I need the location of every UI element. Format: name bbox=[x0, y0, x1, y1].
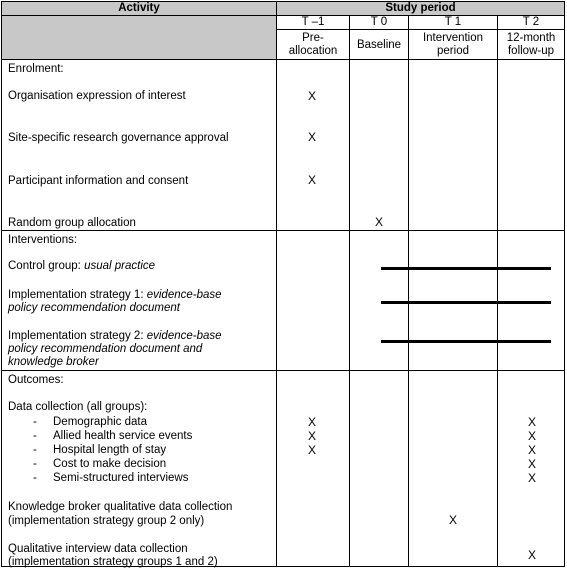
intervention-control-prefix: Control group: bbox=[8, 260, 85, 272]
outcome-item-bullet: - bbox=[33, 416, 37, 428]
enrolment-mark: X bbox=[374, 215, 383, 229]
qi-collection-line1: Qualitative interview data collection bbox=[8, 543, 188, 555]
outcome-item-bullet: - bbox=[33, 444, 37, 456]
header-activity: Activity bbox=[118, 2, 160, 14]
outcome-item-mark-t-minus1: X bbox=[307, 415, 316, 429]
rule-below-interventions bbox=[2, 370, 564, 371]
intervention-control-italic: usual practice bbox=[84, 260, 156, 272]
qi-collection-line2: (implementation strategy groups 1 and 2) bbox=[8, 556, 218, 568]
intervention-strategy2-line2: policy recommendation document and bbox=[8, 343, 203, 355]
period-label-baseline: Baseline bbox=[356, 39, 402, 51]
section-title-interventions: Interventions: bbox=[8, 234, 78, 246]
outcome-item-label: Cost to make decision bbox=[53, 458, 167, 470]
header-shading-row2-activity bbox=[2, 15, 276, 59]
intervention-strategy1-italic1: evidence-base bbox=[146, 289, 222, 301]
outcome-item-mark-t2: X bbox=[527, 429, 536, 443]
kb-collection-mark: X bbox=[448, 513, 457, 527]
enrolment-row-label: Organisation expression of interest bbox=[8, 90, 186, 102]
enrolment-row-label: Random group allocation bbox=[8, 217, 136, 229]
rule-col-activity bbox=[276, 2, 277, 566]
intervention-strategy1-line2: policy recommendation document bbox=[8, 302, 180, 314]
outcome-item-mark-t2: X bbox=[527, 471, 536, 485]
rule-below-enrolment bbox=[2, 230, 564, 231]
period-code-t0: T 0 bbox=[370, 16, 388, 28]
header-study-period: Study period bbox=[385, 2, 456, 14]
period-code-t2: T 2 bbox=[522, 16, 540, 28]
enrolment-mark: X bbox=[307, 173, 316, 187]
outcome-item-mark-t2: X bbox=[527, 457, 536, 471]
intervention-strategy2-line1 bbox=[8, 330, 222, 343]
kb-collection-line2: (implementation strategy group 2 only) bbox=[8, 515, 205, 527]
period-label-follow-up: follow-up bbox=[507, 45, 555, 57]
section-title-enrolment: Enrolment: bbox=[8, 63, 64, 75]
period-label-pre: Pre- bbox=[302, 32, 324, 44]
outcome-item-label: Semi-structured interviews bbox=[53, 472, 189, 484]
period-label-period: period bbox=[437, 45, 469, 57]
timeline-bar-control bbox=[381, 267, 551, 270]
rule-below-codes bbox=[276, 29, 564, 30]
intervention-strategy1-line1 bbox=[8, 289, 222, 302]
kb-collection-line1: Knowledge broker qualitative data collection bbox=[8, 501, 233, 513]
rule-col-t0 bbox=[349, 15, 350, 566]
intervention-strategy2-line3: knowledge broker bbox=[8, 356, 99, 368]
period-label-12-month: 12-month bbox=[506, 32, 556, 44]
period-code-t-minus1: T –1 bbox=[301, 16, 325, 28]
enrolment-row-label: Participant information and consent bbox=[8, 175, 189, 187]
timeline-bar-strategy2 bbox=[381, 340, 551, 343]
outcome-item-bullet: - bbox=[33, 430, 37, 442]
period-code-t1: T 1 bbox=[444, 16, 462, 28]
enrolment-mark: X bbox=[307, 89, 316, 103]
outcomes-data-collection: Data collection (all groups): bbox=[8, 401, 148, 413]
study-schedule-table bbox=[1, 1, 565, 567]
rule-below-header2 bbox=[2, 59, 564, 60]
intervention-strategy1-prefix: Implementation strategy 1: bbox=[8, 289, 147, 301]
rule-col-t1 bbox=[408, 15, 409, 566]
outcome-item-mark-t-minus1: X bbox=[307, 443, 316, 457]
qi-collection-mark: X bbox=[527, 548, 536, 562]
section-title-outcomes: Outcomes: bbox=[8, 374, 64, 386]
outcome-item-bullet: - bbox=[33, 472, 37, 484]
enrolment-row-label: Site-specific research governance approval bbox=[8, 132, 229, 144]
outcome-item-mark-t2: X bbox=[527, 415, 536, 429]
outcome-item-label: Hospital length of stay bbox=[53, 444, 167, 456]
period-label-intervention: Intervention bbox=[422, 32, 484, 44]
timeline-bar-strategy1 bbox=[381, 301, 551, 304]
period-label-allocation: allocation bbox=[288, 45, 338, 57]
intervention-strategy2-italic1: evidence-base bbox=[146, 330, 222, 342]
enrolment-mark: X bbox=[307, 130, 316, 144]
outcome-item-mark-t-minus1: X bbox=[307, 429, 316, 443]
intervention-strategy2-prefix: Implementation strategy 2: bbox=[8, 330, 147, 342]
outcome-item-bullet: - bbox=[33, 458, 37, 470]
outcome-item-mark-t2: X bbox=[527, 443, 536, 457]
rule-col-t2 bbox=[497, 15, 498, 566]
outcome-item-label: Allied health service events bbox=[53, 430, 193, 442]
outcome-item-label: Demographic data bbox=[53, 416, 147, 428]
intervention-control-label bbox=[8, 260, 155, 273]
